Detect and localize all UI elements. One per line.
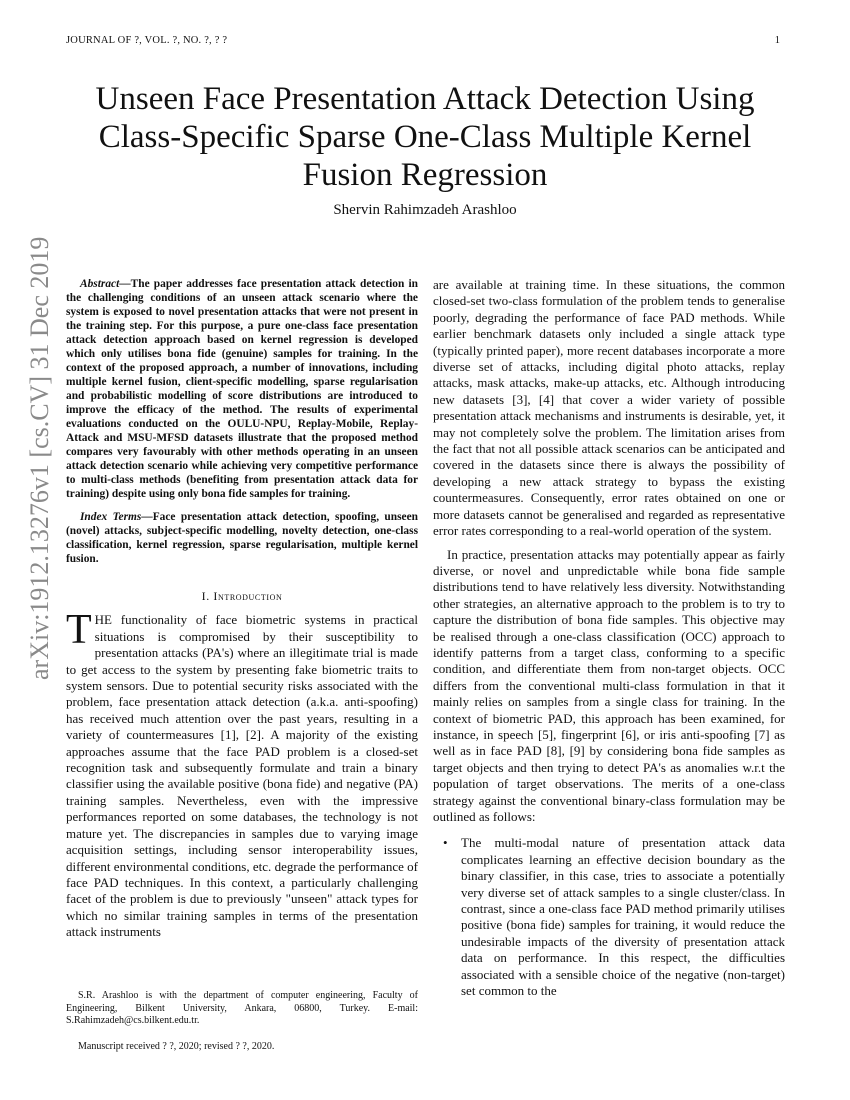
abstract-text: —The paper addresses face presentation attack detection in the challenging conditions of an unseen attack scenario where the system is exposed to novel presentation attacks that were not present in the training step. For this purpose, a pure one-class face presentation attack detection approach based on kernel regression is developed which only utilises bona fide (genuine) samples for training. In the context of the proposed approach, a number of innovations, including multiple kernel fusion, client-specific modelling, sparse regularisation and probabilistic modelling of score distributions are introduced to improve the efficacy of the method. The results of experimental evaluations conducted on the OULU-NPU, Replay-Mobile, Replay-Attack and MSU-MFSD datasets illustrate that the proposed method compares very favourably with other methods operating in an unseen attack detection scenario while achieving very competitive performance to multi-class methods (benefiting from presentation attack data for training) despite using only bona fide samples for training. <box>66 278 418 500</box>
section-heading-introduction: I. Introduction <box>201 589 283 603</box>
right-paragraph-1: are available at training time. In these situations, the common closed-set two-class formulation of the problem tends to generalise poorly, degrading the performance of face PAD methods. While earlier benchmark datasets only included a single attack type (typically printed paper), more recent databases incorporate a more diverse set of attacks, including digital photo attacks, replay attacks, mask attacks, make-up attacks, etc. Although introducing new datasets [3], [4] that cover a wider variety of possible presentation attack mechanisms and instruments is desirable, yet, it may not completely solve the problem. The limitation arises from the fact that not all possible attack scenarios can be anticipated and covered in the datasets since there is always the possibility of developing a new attack strategy to bypass the existing countermeasures. Consequently, error rates obtained on one or more datasets cannot be generalised and regarded as representative error rates corresponding to a real-world operation of the system. <box>433 277 785 539</box>
journal-header: JOURNAL OF ?, VOL. ?, NO. ?, ? ? <box>66 35 228 46</box>
paper-title: Unseen Face Presentation Attack Detection Using Class-Specific Sparse One-Class Multiple Kernel Fusion Regression <box>95 81 755 193</box>
arxiv-stamp <box>5 236 54 680</box>
merits-list <box>433 835 785 999</box>
index-terms-text: —Face presentation attack detection, spoofing, unseen (novel) attacks, subject-specific modelling, novelty detection, one-class classification, kernel regression, sparse regularisation, multiple kernel fusion. <box>66 511 418 565</box>
right-paragraph-2: In practice, presentation attacks may potentially appear as fairly diverse, or novel and unpredictable while bona fide sample distributions tend to have relatively less diversity. Notwithstanding other strategies, an alternative approach to the problem is to try to capture the distribution of bona fide samples. This objective may be realised through a one-class classification (OCC) approach to identify patterns from a target class, conforming to a specific condition, and differentiate them from non-target objects. OCC differs from the conventional multi-class formulation in that it mainly relies on samples from a single class for training. In the context of biometric PAD, this approach has been examined, for instance, in speech [5], fingerprint [6], or iris anti-spoofing [7] as well as in face PAD [8], [9] by considering bona fide samples as target objects and then trying to detect PA's as anomalies w.r.t the population of target observations. The merits of a one-class strategy against the conventional binary-class formulation may be outlined as follows: <box>433 546 785 824</box>
abstract-label: Abstract <box>80 278 120 290</box>
right-column <box>433 277 785 999</box>
abstract <box>66 277 418 501</box>
footnote-affiliation: S.R. Arashloo is with the department of computer engineering, Faculty of Engineering, Bilkent University, Ankara, 06800, Turkey. E-mail: S.Rahimzadeh@cs.bilkent.edu.tr. <box>66 990 418 1027</box>
drop-cap: T <box>66 607 92 654</box>
author-name: Shervin Rahimzadeh Arashloo <box>333 202 517 218</box>
footnotes <box>66 990 418 1066</box>
index-terms-label: Index Terms <box>80 511 142 523</box>
page-number: 1 <box>774 35 780 46</box>
footnote-manuscript: Manuscript received ? ?, 2020; revised ? ?, 2020. <box>78 1040 275 1052</box>
left-column <box>66 277 418 941</box>
intro-paragraph <box>66 607 418 940</box>
index-terms <box>66 510 418 566</box>
list-item: • The multi-modal nature of presentation attack data complicates learning an effective decision boundary as the binary classifier, in this case, tries to associate a potentially very diverse set of attack samples to a single cluster/class. In contrast, since a one-class face PAD method primarily utilises positive (bona fide) samples for training, it would reduce the undesirable impacts of the diversity of presentation attack data on performance. In this respect, the difficulties associated with a sensible choice of the negative (non-target) set common to the <box>461 835 785 999</box>
intro-text: HE functionality of face biometric systems in practical situations is compromised by their susceptibility to presentation attacks (PA's) where an illegitimate trial is made to get access to the system by presenting fake biometric traits to system sensors. Due to potential security risks associated with the problem, face presentation attack detection (a.k.a. anti-spoofing) has received much attention over the past years, resulting in a variety of countermeasures [1], [2]. A majority of the existing approaches assume that the face PAD problem is a closed-set recognition task and subsequently formulate and train a binary classifier using the available positive (bona fide) and negative (PA) training samples. Nevertheless, even with the impressive performances reported on some databases, the technology is not mature yet. The discrepancies in samples due to varying image acquisition settings, including sensor interoperability issues, different environmental conditions, etc. degrade the performance of face PAD techniques. In this context, a particularly challenging facet of the problem is due to previously "unseen" attack types for which no similar training samples in terms of the presentation attack instruments <box>66 612 418 940</box>
arxiv-stamp-text: arXiv:1912.13276v1 [cs.CV] 31 Dec 2019 <box>25 236 54 680</box>
